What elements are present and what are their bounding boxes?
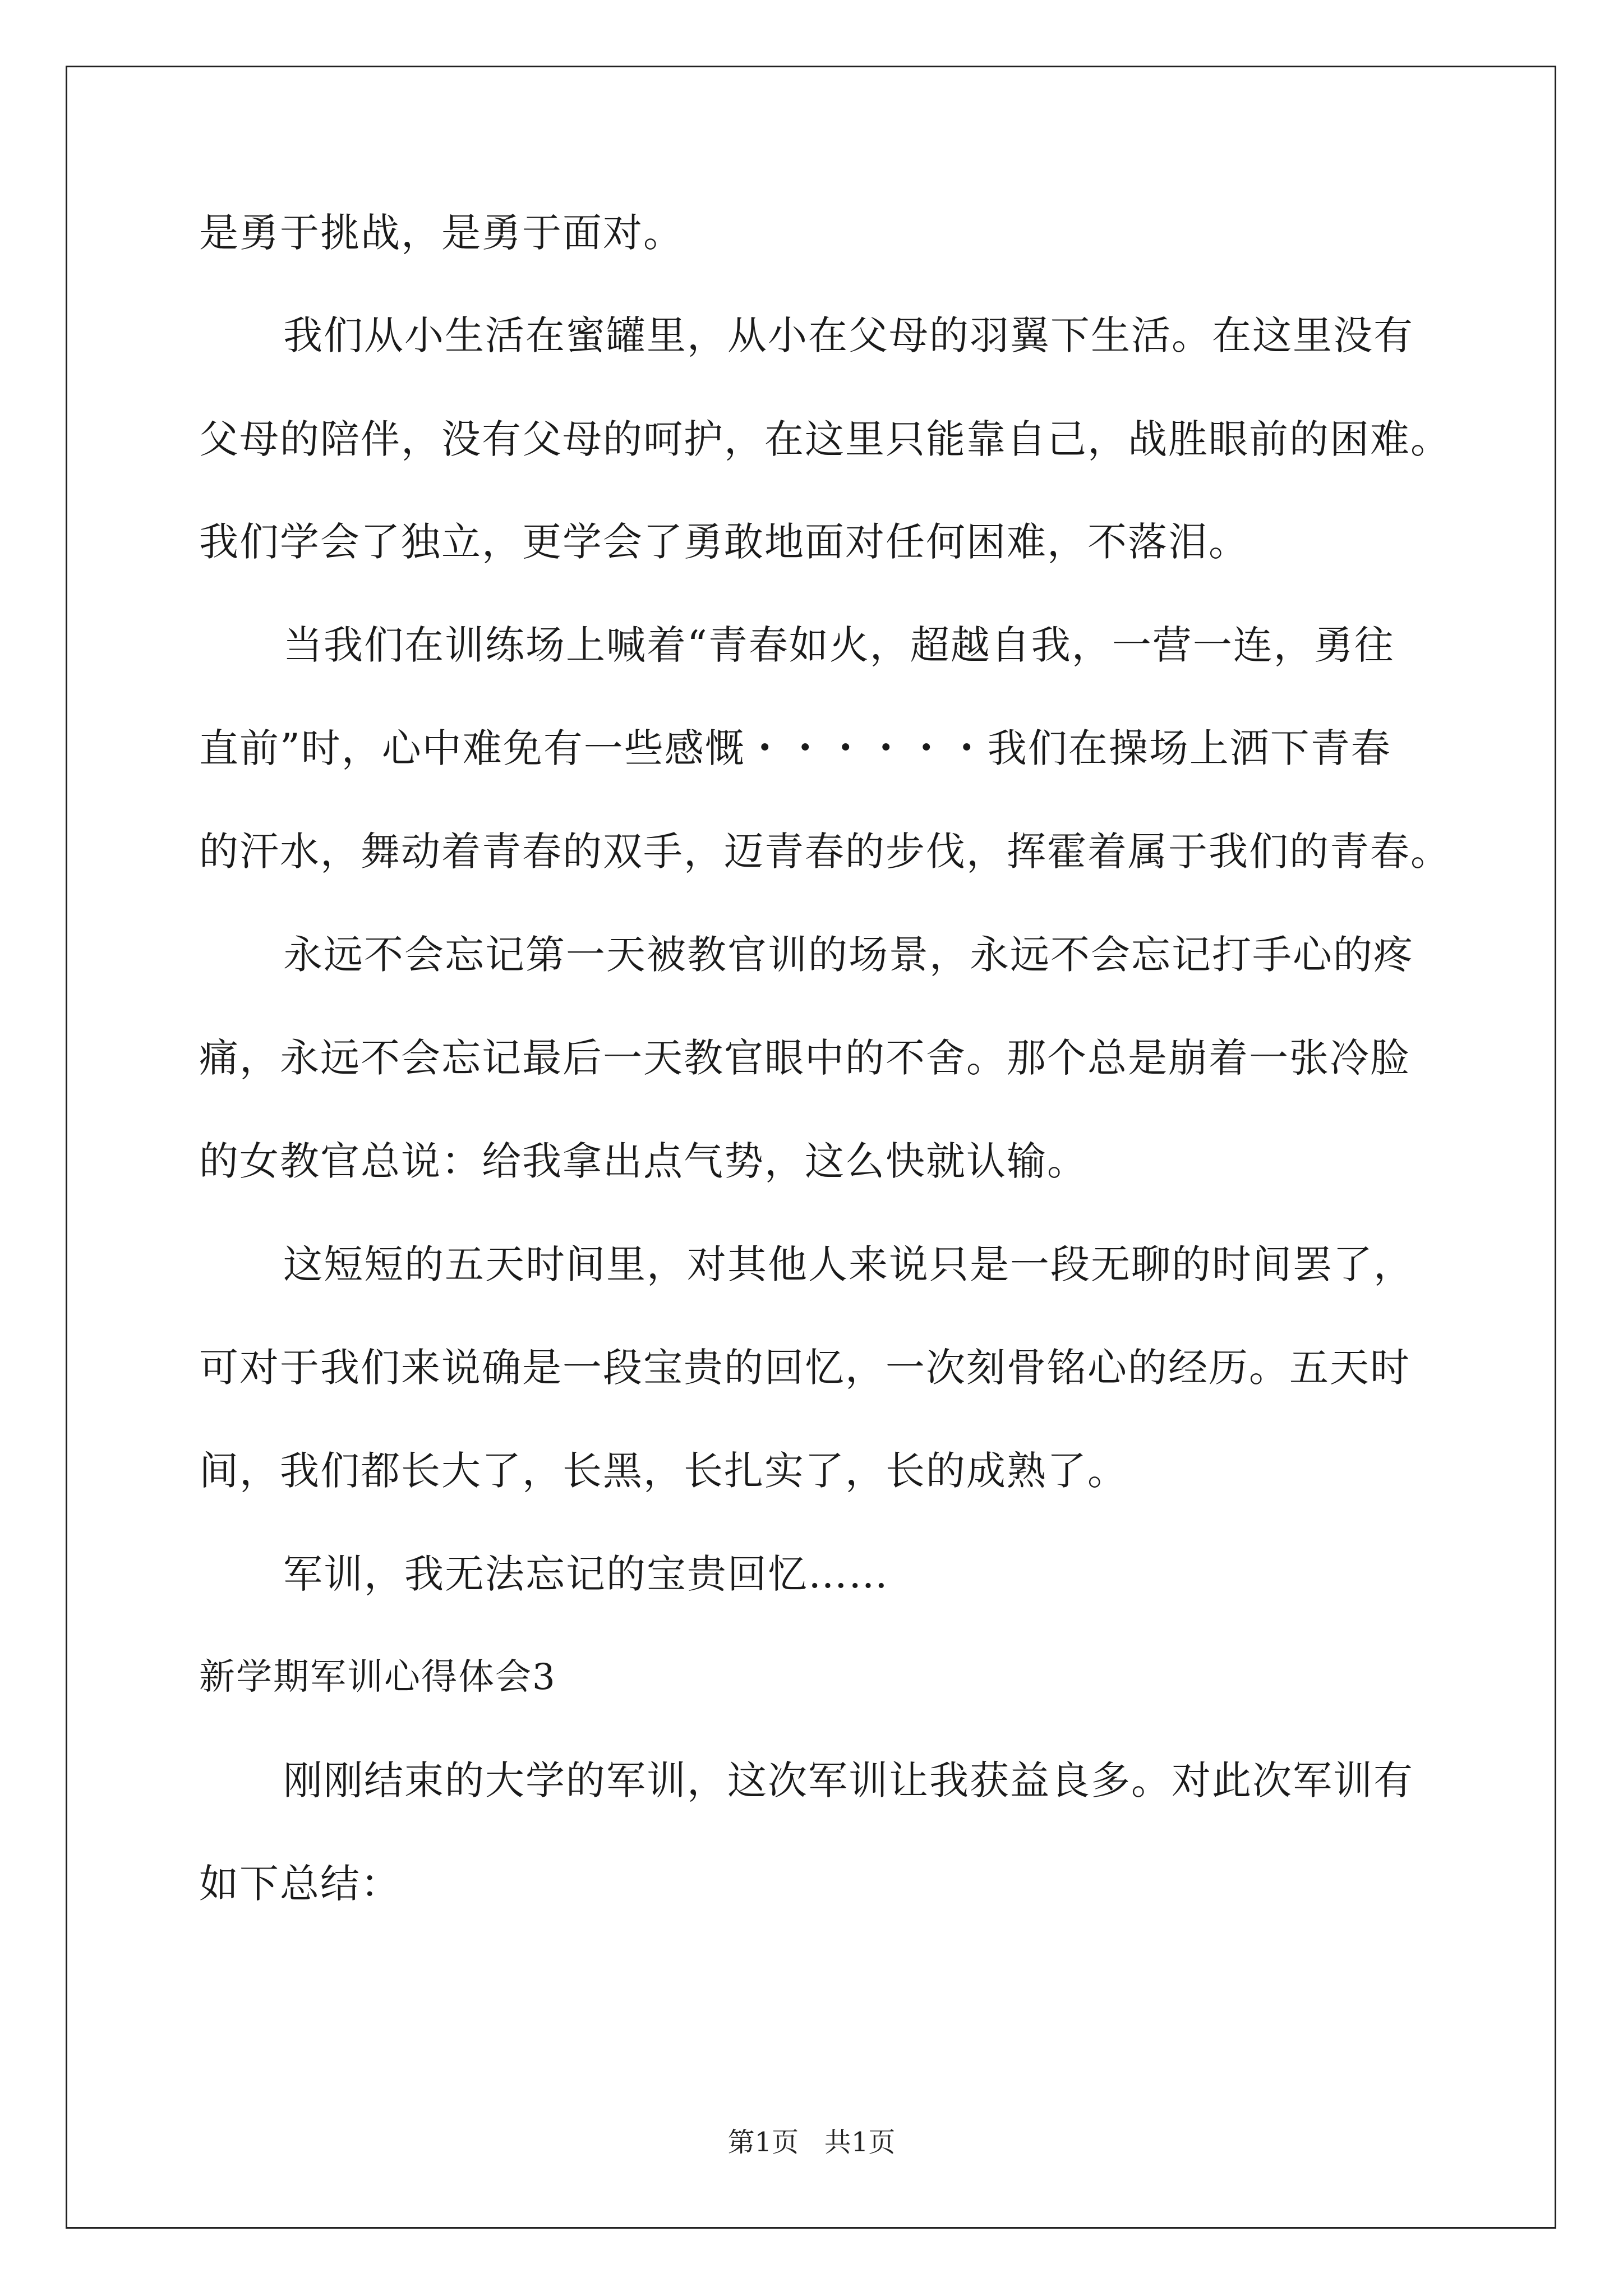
paragraph-line: 间，我们都长大了，长黑，长扎实了，长的成熟了。 [199, 1448, 1128, 1494]
paragraph-line: 永远不会忘记第一天被教官训的场景，永远不会忘记打手心的疼 [283, 932, 1414, 978]
paragraph-line: 的汗水，舞动着青春的双手，迈青春的步伐，挥霍着属于我们的青春。 [199, 829, 1451, 875]
paragraph-line: 父母的陪伴，没有父母的呵护，在这里只能靠自己，战胜眼前的困难。 [199, 416, 1451, 462]
section-heading: 新学期军训心得体会3 [199, 1657, 556, 1698]
paragraph-line: 如下总结： [199, 1861, 401, 1907]
paragraph-line: 刚刚结束的大学的军训，这次军训让我获益良多。对此次军训有 [283, 1757, 1414, 1803]
paragraph-line: 是勇于挑战，是勇于面对。 [199, 210, 684, 256]
paragraph-line: 军训，我无法忘记的宝贵回忆…… [283, 1551, 889, 1597]
paragraph-line: 的女教官总说：给我拿出点气势，这么快就认输。 [199, 1138, 1087, 1184]
paragraph-line: 痛，永远不会忘记最后一天教官眼中的不舍。那个总是崩着一张冷脸 [199, 1035, 1410, 1081]
paragraph-line: 当我们在训练场上喊着“青春如火，超越自我，一营一连，勇往 [283, 622, 1395, 668]
page-number-footer: 第1页 共1页 [727, 2127, 896, 2158]
paragraph-line: 我们从小生活在蜜罐里，从小在父母的羽翼下生活。在这里没有 [283, 312, 1414, 358]
paragraph-line: 这短短的五天时间里，对其他人来说只是一段无聊的时间罢了， [283, 1241, 1414, 1287]
paragraph-line: 我们学会了独立，更学会了勇敢地面对任何困难，不落泪。 [199, 519, 1249, 565]
paragraph-line: 直前”时，心中难免有一些感慨・・・・・・我们在操场上洒下青春 [199, 725, 1391, 771]
paragraph-line: 可对于我们来说确是一段宝贵的回忆，一次刻骨铭心的经历。五天时 [199, 1345, 1410, 1391]
